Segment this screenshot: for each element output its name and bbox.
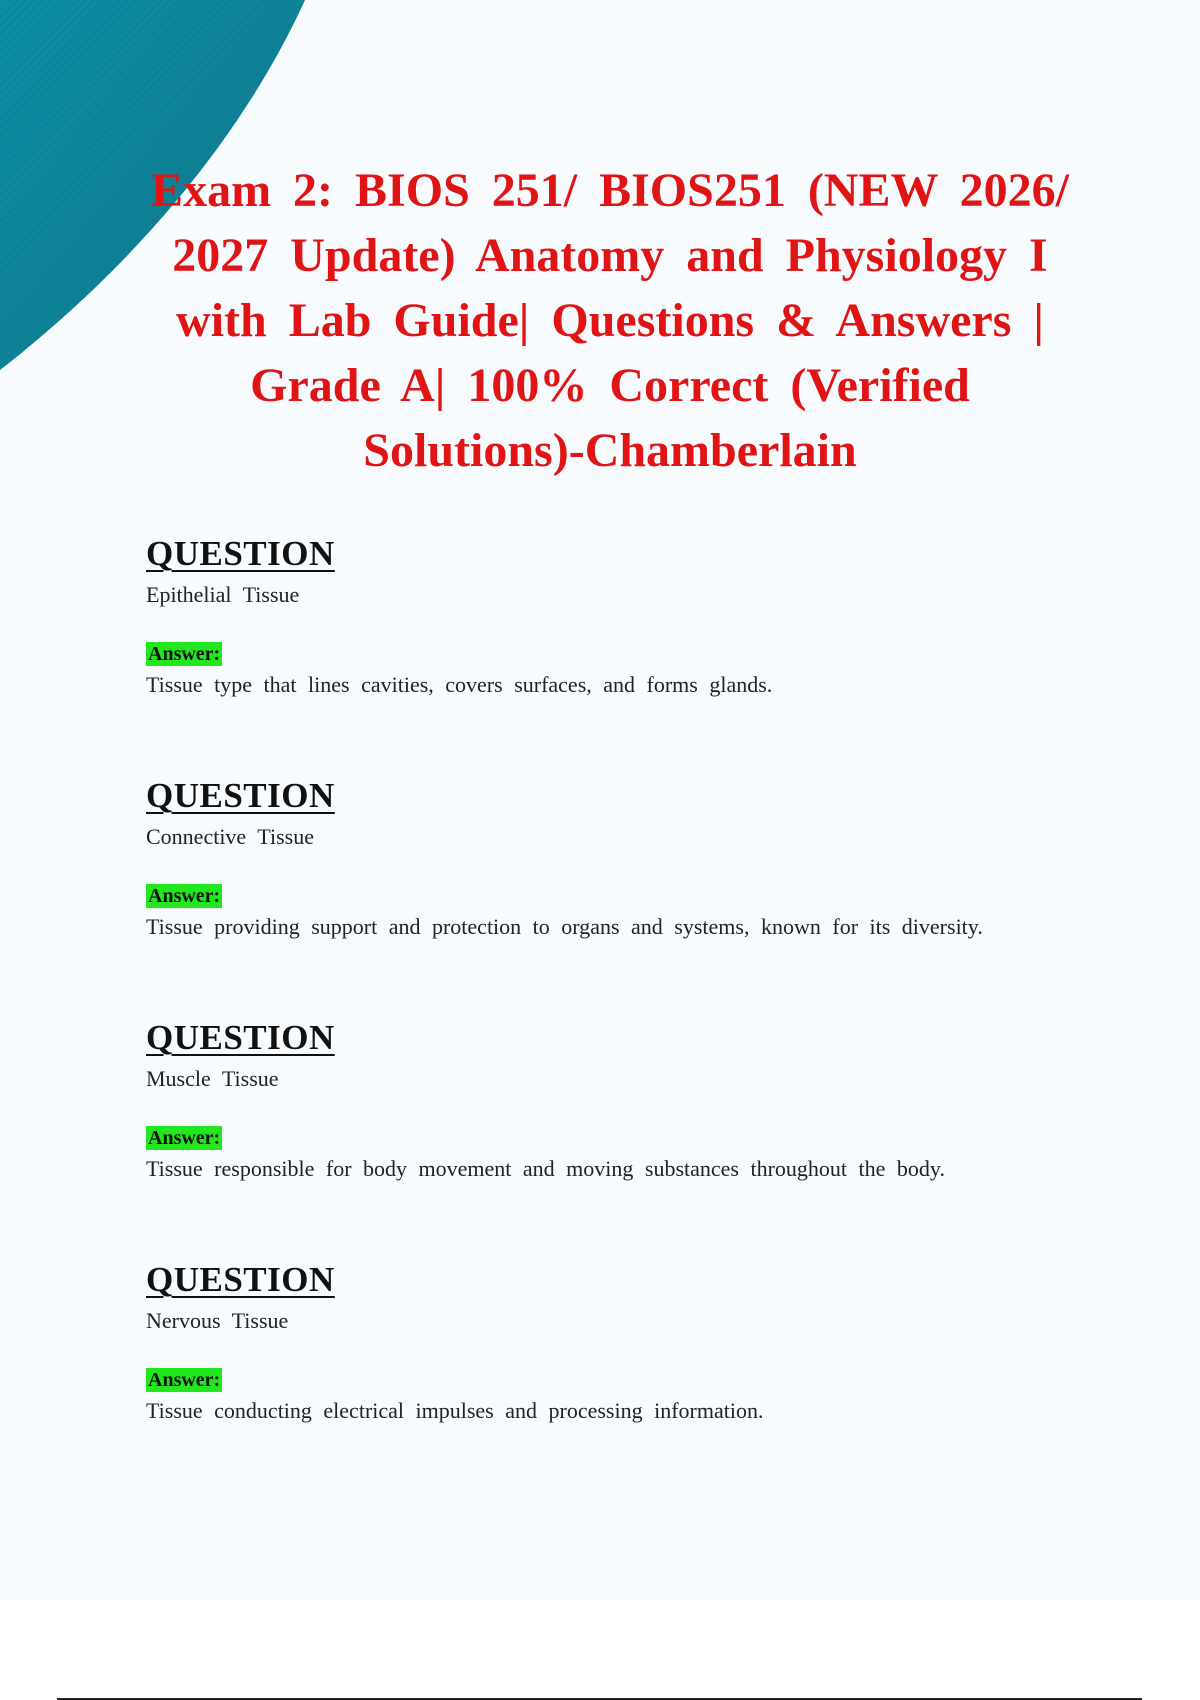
answer-text: Tissue providing support and protection to organs and systems, known for its diversity. [146, 914, 983, 939]
question-heading: QUESTION [146, 534, 335, 573]
question-text: Nervous Tissue [146, 1308, 289, 1333]
document-title: Exam 2: BIOS 251/ BIOS251 (NEW 2026/ 2027 Update) Anatomy and Physiology I with Lab Guide| Questions & Answers | Grade A| 100% Correct (Verified Solutions)-Chamberlain [151, 164, 1069, 477]
answer-text: Tissue conducting electrical impulses and processing information. [146, 1398, 764, 1423]
answer-label: Answer: [148, 1127, 221, 1149]
qa-item [146, 1018, 1106, 1182]
qa-item [146, 1260, 1106, 1424]
answer-label: Answer: [148, 1369, 221, 1391]
answer-text: Tissue type that lines cavities, covers surfaces, and forms glands. [146, 672, 773, 697]
qa-item [146, 776, 1106, 940]
question-text: Connective Tissue [146, 824, 314, 849]
question-text: Muscle Tissue [146, 1066, 279, 1091]
qa-item [146, 534, 1106, 698]
answer-label: Answer: [148, 643, 221, 665]
question-heading: QUESTION [146, 1018, 335, 1057]
question-text: Epithelial Tissue [146, 582, 300, 607]
answer-label: Answer: [148, 885, 221, 907]
question-heading: QUESTION [146, 776, 335, 815]
answer-text: Tissue responsible for body movement and moving substances throughout the body. [146, 1156, 945, 1181]
question-heading: QUESTION [146, 1260, 335, 1299]
